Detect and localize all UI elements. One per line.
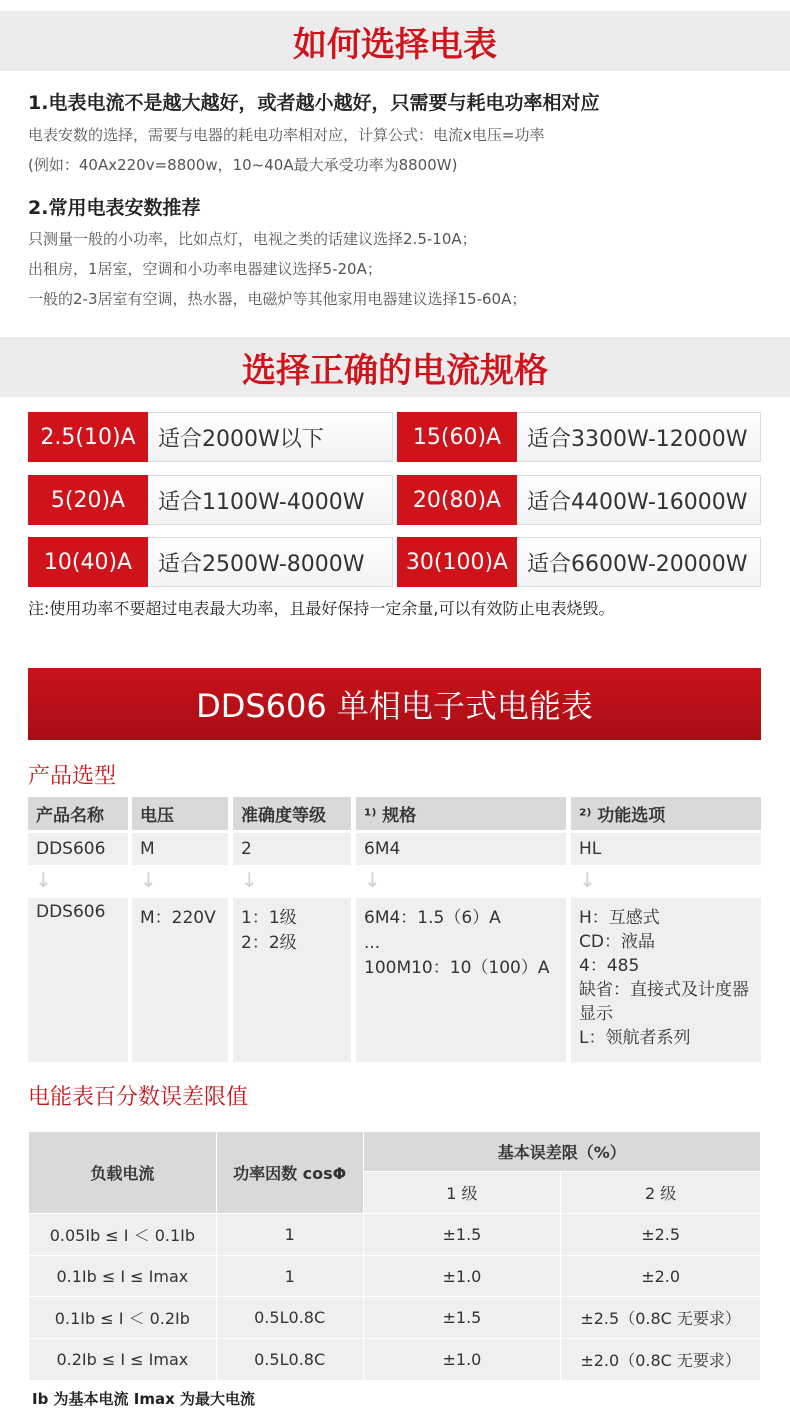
spec-desc: 适合2000W以下 <box>148 412 393 462</box>
spec-tag: 10(40)A <box>28 537 148 587</box>
spec-desc: 适合1100W-4000W <box>148 475 393 525</box>
cell-class-1: ±1.0 <box>363 1256 561 1297</box>
model-example-spec: 6M4 <box>356 833 566 865</box>
section-banner-how-to-choose: 如何选择电表 <box>0 11 790 71</box>
selection-title: 产品选型 <box>28 764 117 789</box>
tip-2-line-1: 只测量一般的小功率，比如点灯，电视之类的话建议选择2.5-10A； <box>28 230 477 248</box>
error-title: 电能表百分数误差限值 <box>28 1085 249 1110</box>
table-row <box>29 1339 761 1381</box>
cell-load: 0.1Ib ≤ I ＜ 0.2Ib <box>29 1297 217 1339</box>
spec-card <box>397 537 761 587</box>
model-example-accuracy: 2 <box>233 833 351 865</box>
table-row <box>29 1297 761 1339</box>
usage-note: 注:使用功率不要超过电表最大功率，且最好保持一定余量,可以有效防止电表烧毁。 <box>28 599 615 618</box>
table-footnote: Ib 为基本电流 Imax 为最大电流 <box>32 1390 255 1408</box>
spec-tag: 15(60)A <box>397 412 517 462</box>
down-arrow-icon: ↓ <box>140 868 157 892</box>
header-basic-error: 基本误差限（%） <box>363 1132 760 1172</box>
tip-1-line-1: 电表安数的选择，需要与电器的耗电功率相对应，计算公式：电流x电压=功率 <box>28 126 545 144</box>
spec-tag: 2.5(10)A <box>28 412 148 462</box>
spec-card <box>28 412 393 462</box>
spec-card <box>397 475 761 525</box>
tip-1-title: 1.电表电流不是越大越好，或者越小越好，只需要与耗电功率相对应 <box>28 92 600 114</box>
model-example-name: DDS606 <box>28 833 128 865</box>
cell-class-2: ±2.5（0.8C 无要求） <box>561 1297 761 1339</box>
down-arrow-icon: ↓ <box>364 868 381 892</box>
tip-2-line-3: 一般的2-3居室有空调，热水器，电磁炉等其他家用电器建议选择15-60A； <box>28 290 527 308</box>
cell-class-2: ±2.0（0.8C 无要求） <box>561 1339 761 1381</box>
spec-desc: 适合6600W-20000W <box>517 537 761 587</box>
header-class-2: 2 级 <box>561 1172 761 1214</box>
model-header-function: ²⁾ 功能选项 <box>571 797 761 830</box>
model-header-voltage: 电压 <box>132 797 228 830</box>
down-arrow-icon: ↓ <box>35 868 52 892</box>
down-arrow-icon: ↓ <box>579 868 596 892</box>
cell-pf: 0.5L0.8C <box>216 1339 363 1381</box>
section-banner-current-spec: 选择正确的电流规格 <box>0 337 790 397</box>
model-header-accuracy: 准确度等级 <box>233 797 351 830</box>
tip-1-line-2: (例如：40Ax220v=8800w，10~40A最大承受功率为8800W) <box>28 156 458 174</box>
header-power-factor: 功率因数 cosΦ <box>216 1132 363 1214</box>
table-row <box>29 1214 761 1256</box>
model-detail-function: H：互感式 CD：液晶 4：485 缺省：直接式及计度器显示 L：领航者系列 <box>571 898 761 1062</box>
tip-2-title: 2.常用电表安数推荐 <box>28 197 201 219</box>
cell-class-1: ±1.0 <box>363 1339 561 1381</box>
model-header-spec: ¹⁾ 规格 <box>356 797 566 830</box>
model-detail-voltage: M：220V <box>132 898 228 1062</box>
header-load-current: 负载电流 <box>29 1132 217 1214</box>
cell-class-2: ±2.5 <box>561 1214 761 1256</box>
cell-class-2: ±2.0 <box>561 1256 761 1297</box>
cell-class-1: ±1.5 <box>363 1214 561 1256</box>
error-limit-table <box>28 1131 761 1381</box>
cell-pf: 1 <box>216 1214 363 1256</box>
cell-load: 0.1Ib ≤ I ≤ Imax <box>29 1256 217 1297</box>
model-detail-spec: 6M4：1.5（6）A ... 100M10：10（100）A <box>356 898 566 1062</box>
table-row <box>29 1256 761 1297</box>
spec-tag: 20(80)A <box>397 475 517 525</box>
spec-desc: 适合4400W-16000W <box>517 475 761 525</box>
table-row <box>29 1132 761 1172</box>
cell-load: 0.2Ib ≤ I ≤ Imax <box>29 1339 217 1381</box>
down-arrow-icon: ↓ <box>241 868 258 892</box>
tip-2-line-2: 出租房，1居室，空调和小功率电器建议选择5-20A； <box>28 260 382 278</box>
cell-pf: 1 <box>216 1256 363 1297</box>
spec-card <box>28 475 393 525</box>
product-banner: DDS606 单相电子式电能表 <box>28 668 761 740</box>
spec-desc: 适合3300W-12000W <box>517 412 761 462</box>
cell-pf: 0.5L0.8C <box>216 1297 363 1339</box>
cell-class-1: ±1.5 <box>363 1297 561 1339</box>
model-detail-name: DDS606 <box>28 898 128 1062</box>
spec-card <box>397 412 761 462</box>
spec-tag: 5(20)A <box>28 475 148 525</box>
spec-desc: 适合2500W-8000W <box>148 537 393 587</box>
model-example-voltage: M <box>132 833 228 865</box>
cell-load: 0.05Ib ≤ I ＜ 0.1Ib <box>29 1214 217 1256</box>
header-class-1: 1 级 <box>363 1172 561 1214</box>
spec-tag: 30(100)A <box>397 537 517 587</box>
model-detail-accuracy: 1：1级 2：2级 <box>233 898 351 1062</box>
spec-card <box>28 537 393 587</box>
model-header-name: 产品名称 <box>28 797 128 830</box>
model-example-function: HL <box>571 833 761 865</box>
